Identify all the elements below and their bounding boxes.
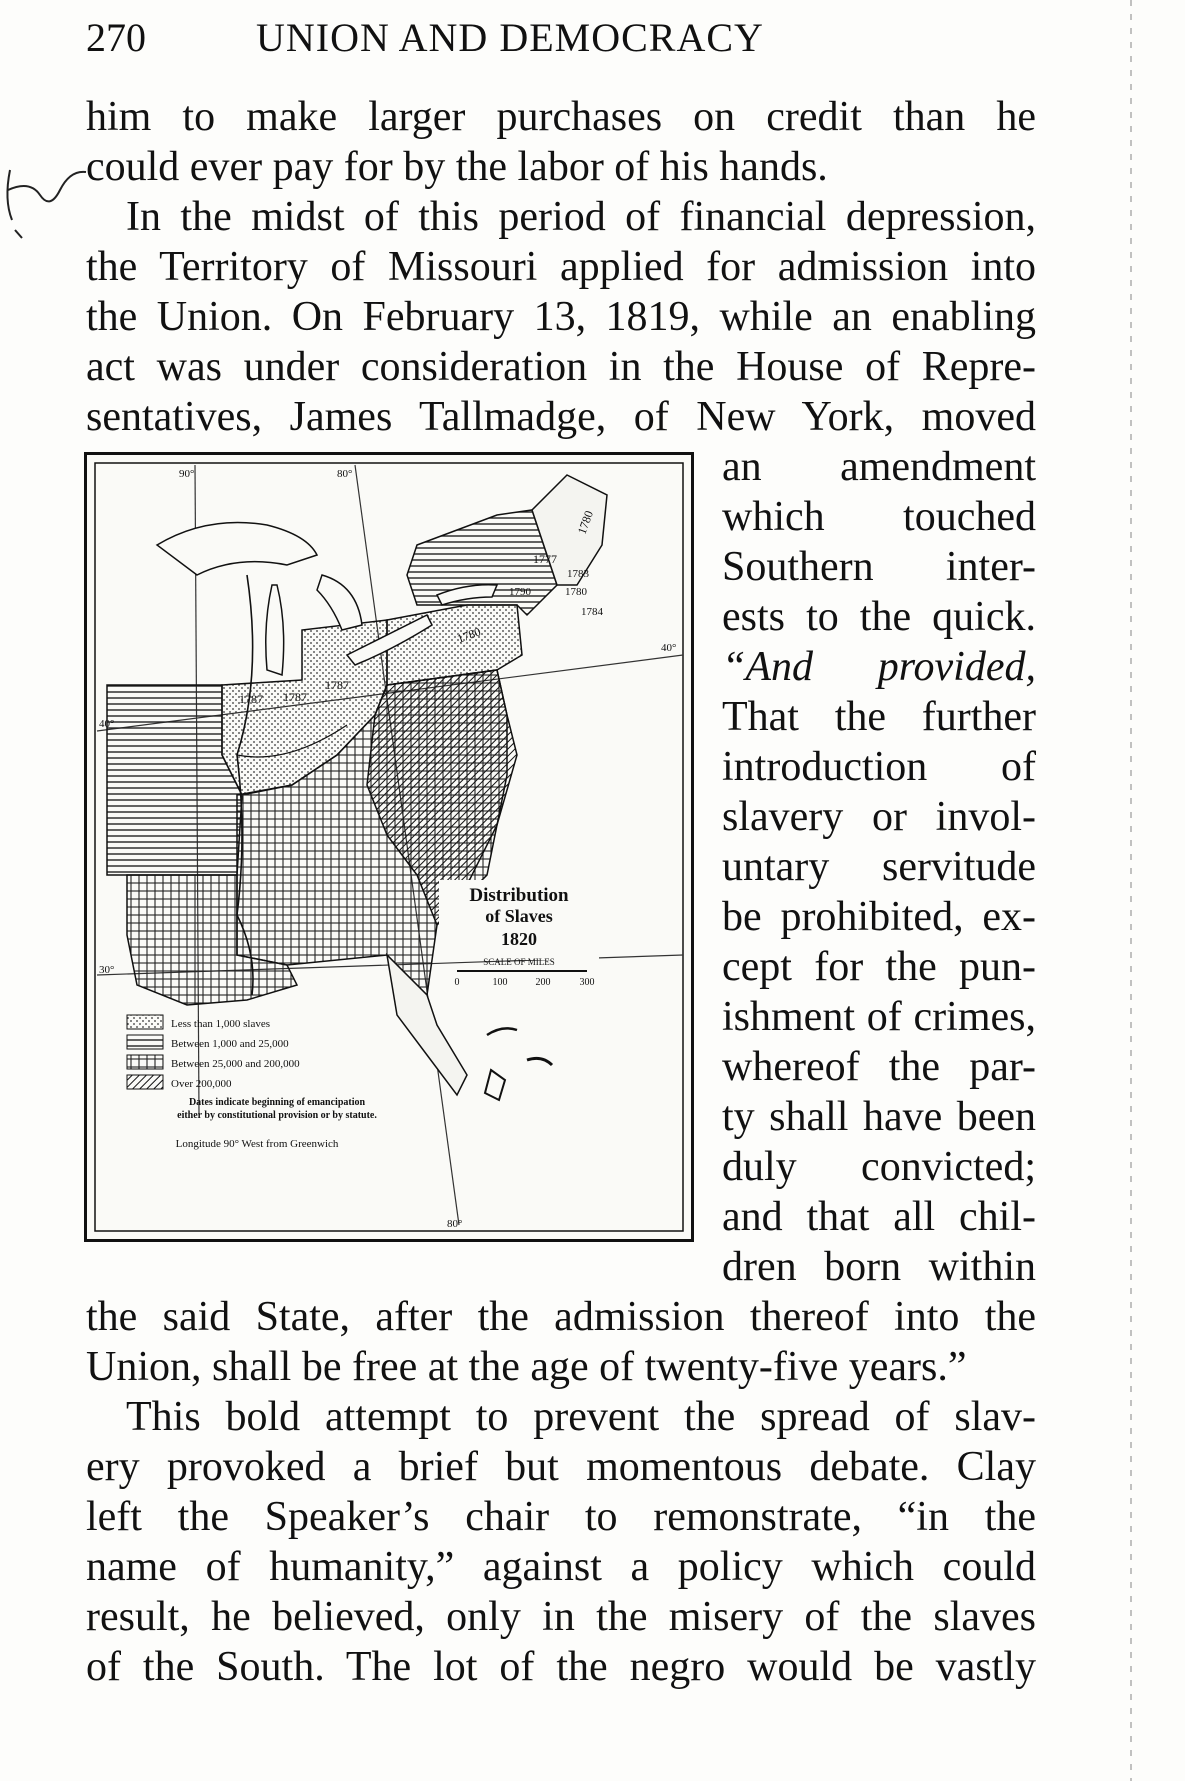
degree-label: 40°	[661, 642, 677, 654]
degree-label: 80°	[337, 468, 353, 480]
wrap-line: dren born within	[722, 1244, 1036, 1290]
scale-label: SCALE OF MILES	[483, 957, 555, 967]
wrap-line: whereof the par-	[722, 1044, 1036, 1090]
legend-label: Between 25,000 and 200,000	[171, 1058, 300, 1070]
body-line: ery provoked a brief but momentous debate. Clay	[86, 1444, 1036, 1490]
legend-swatch-dots	[127, 1015, 163, 1029]
map-title: Distribution	[469, 885, 569, 906]
scale-tick: 200	[535, 977, 551, 988]
island-outline	[485, 1070, 505, 1100]
wrap-line: ests to the quick.	[722, 594, 1036, 640]
wrap-line: ishment of crimes,	[722, 994, 1036, 1040]
body-line: This bold attempt to prevent the spread of slav-	[126, 1394, 1036, 1440]
wrap-line: duly convicted;	[722, 1144, 1036, 1190]
degree-label: 30°	[99, 964, 115, 976]
emancipation-date: 1784	[581, 606, 603, 618]
wrap-line: cept for the pun-	[722, 944, 1036, 990]
emancipation-date: 1787	[283, 690, 307, 704]
degree-label: 90°	[179, 468, 195, 480]
margin-annotation	[0, 160, 90, 250]
map-svg	[87, 455, 691, 1239]
legend-swatch-grid	[127, 1055, 163, 1069]
body-line: act was under consideration in the House of Repre-	[86, 344, 1036, 390]
legend-label: Less than 1,000 slaves	[171, 1018, 270, 1030]
body-line: of the South. The lot of the negro would be vastly	[86, 1644, 1036, 1690]
scale-tick: 0	[454, 977, 460, 988]
region-missouri-territory	[107, 685, 242, 875]
wrap-line: slavery or invol-	[722, 794, 1036, 840]
running-title: UNION AND DEMOCRACY	[256, 15, 764, 60]
wrap-line: be prohibited, ex-	[722, 894, 1036, 940]
bahama-island	[527, 1058, 552, 1065]
emancipation-date: 1780	[574, 508, 597, 537]
page-number: 270	[86, 15, 146, 60]
body-line: result, he believed, only in the misery of the slaves	[86, 1594, 1036, 1640]
lake-michigan	[266, 585, 284, 675]
body-line: name of humanity,” against a policy which could	[86, 1544, 1036, 1590]
wrap-line: “And provided,	[722, 644, 1036, 690]
scale-tick: 100	[492, 977, 508, 988]
wrap-line: an amendment	[722, 444, 1036, 490]
region-pennsylvania	[387, 605, 522, 685]
body-line: left the Speaker’s chair to remonstrate, “in the	[86, 1494, 1036, 1540]
emancipation-date: 1780	[565, 586, 587, 598]
body-line: could ever pay for by the labor of his hands.	[86, 144, 828, 190]
wrap-line: Southern inter-	[722, 544, 1036, 590]
wrap-line: which touched	[722, 494, 1036, 540]
body-line: Union, shall be free at the age of twenty-five years.”	[86, 1344, 967, 1390]
slavery-distribution-map	[84, 452, 694, 1242]
legend-label: Between 1,000 and 25,000	[171, 1038, 289, 1050]
body-line: the said State, after the admission thereof into the	[86, 1294, 1036, 1340]
emancipation-date: 1783	[567, 568, 589, 580]
legend-note: either by constitutional provision or by statute.	[177, 1110, 377, 1121]
emancipation-date: 1777	[533, 552, 557, 566]
page-edge	[1130, 0, 1132, 1781]
wrap-line: introduction of	[722, 744, 1036, 790]
map-year: 1820	[501, 929, 537, 949]
wrap-line: and that all chil-	[722, 1194, 1036, 1240]
lake-huron	[317, 575, 362, 630]
legend-swatch-diagonal	[127, 1075, 163, 1089]
wrap-line: untary servitude	[722, 844, 1036, 890]
body-line: sentatives, James Tallmadge, of New York, moved	[86, 394, 1036, 440]
emancipation-date: 1780	[455, 624, 483, 646]
map-subtitle: of Slaves	[485, 906, 553, 926]
emancipation-date: 1787	[325, 678, 349, 692]
degree-label: 80°	[447, 1218, 463, 1230]
lake-superior	[157, 523, 317, 576]
legend-note: Dates indicate beginning of emancipation	[188, 1097, 366, 1108]
body-line: the Territory of Missouri applied for admission into	[86, 244, 1036, 290]
scale-tick: 300	[579, 977, 595, 988]
longitude-note: Longitude 90° West from Greenwich	[175, 1138, 339, 1150]
wrap-line: ty shall have been	[722, 1094, 1036, 1140]
degree-label: 40°	[99, 718, 115, 730]
legend-swatch-horizontal	[127, 1035, 163, 1049]
emancipation-date: 1790	[509, 586, 531, 598]
bahama-island	[487, 1028, 517, 1035]
wrap-line: That the further	[722, 694, 1036, 740]
body-line: him to make larger purchases on credit than he	[86, 94, 1036, 140]
page-header	[86, 14, 1036, 74]
body-line: the Union. On February 13, 1819, while an enabling	[86, 294, 1036, 340]
emancipation-date: 1787	[239, 692, 263, 706]
legend-label: Over 200,000	[171, 1078, 232, 1090]
body-line: In the midst of this period of financial depression,	[126, 194, 1036, 240]
